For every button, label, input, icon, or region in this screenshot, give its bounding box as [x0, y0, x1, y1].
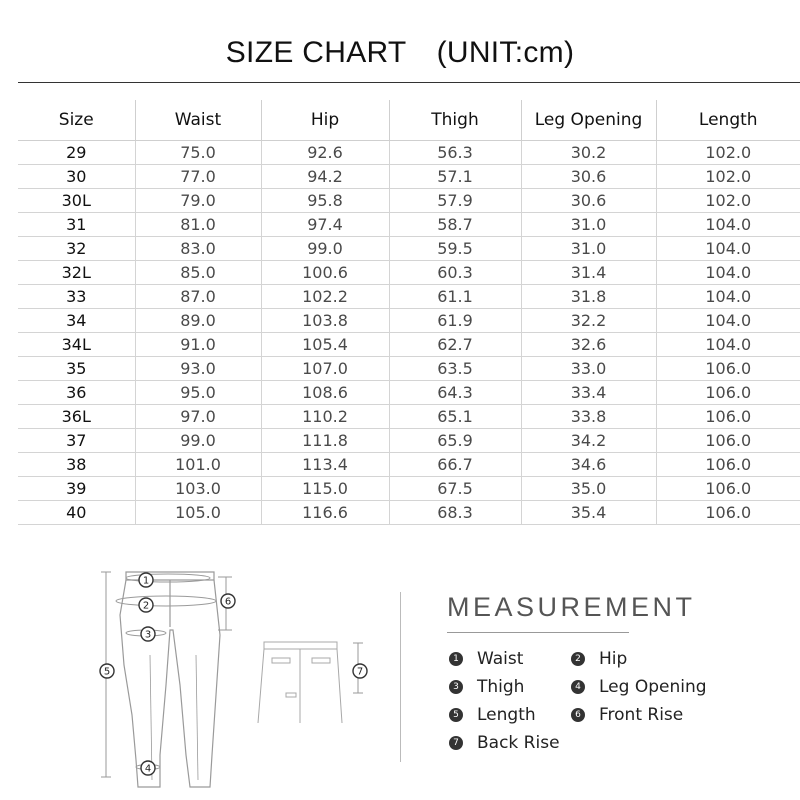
column-header: Length: [656, 100, 800, 141]
measurement-cell: 97.0: [135, 405, 261, 429]
marker-number: 2: [142, 600, 150, 612]
measurement-cell: 99.0: [261, 237, 389, 261]
measurement-cell: 92.6: [261, 141, 389, 165]
measurement-cell: 31.0: [521, 237, 656, 261]
diagram-markers: [100, 573, 367, 775]
size-cell: 31: [18, 213, 135, 237]
column-header: Leg Opening: [521, 100, 656, 141]
measurement-cell: 95.8: [261, 189, 389, 213]
legend-item: [449, 677, 524, 697]
measurement-cell: 103.8: [261, 309, 389, 333]
measurement-cell: 31.4: [521, 261, 656, 285]
back-pants-illustration: [258, 642, 363, 723]
section-divider: [400, 592, 401, 762]
front-crease-right: [196, 655, 198, 780]
measurement-cell: 108.6: [261, 381, 389, 405]
measurement-cell: 85.0: [135, 261, 261, 285]
marker-number: 7: [356, 666, 364, 678]
size-cell: 30L: [18, 189, 135, 213]
measurement-cell: 106.0: [656, 501, 800, 525]
title-unit: (UNIT:cm): [436, 36, 575, 69]
page-title: [0, 36, 800, 70]
measurement-cell: 115.0: [261, 477, 389, 501]
table-body: [18, 141, 800, 525]
table-row: [18, 429, 800, 453]
measurement-cell: 101.0: [135, 453, 261, 477]
measurement-cell: 34.2: [521, 429, 656, 453]
measurement-cell: 106.0: [656, 405, 800, 429]
measurement-cell: 32.2: [521, 309, 656, 333]
measurement-cell: 106.0: [656, 453, 800, 477]
diagram-marker: [141, 761, 155, 775]
measurement-cell: 111.8: [261, 429, 389, 453]
measurement-cell: 99.0: [135, 429, 261, 453]
measurement-cell: 61.9: [389, 309, 521, 333]
title-divider: [18, 82, 800, 83]
diagram-marker: [100, 664, 114, 678]
measurement-title: MEASUREMENT: [447, 592, 696, 622]
size-cell: 29: [18, 141, 135, 165]
legend-number-badge: 6: [571, 708, 585, 722]
measurement-cell: 104.0: [656, 309, 800, 333]
measurement-cell: 61.1: [389, 285, 521, 309]
legend-label: Hip: [599, 649, 628, 669]
marker-number: 6: [224, 596, 232, 608]
measurement-cell: 104.0: [656, 261, 800, 285]
table-row: [18, 309, 800, 333]
measurement-cell: 113.4: [261, 453, 389, 477]
measurement-cell: 65.9: [389, 429, 521, 453]
legend-item: [449, 649, 523, 669]
marker-number: 4: [144, 763, 152, 775]
measurement-cell: 68.3: [389, 501, 521, 525]
legend-number-badge: 1: [449, 652, 463, 666]
size-cell: 40: [18, 501, 135, 525]
measurement-cell: 63.5: [389, 357, 521, 381]
table-row: [18, 285, 800, 309]
measurement-cell: 33.8: [521, 405, 656, 429]
size-table: [18, 100, 800, 525]
table-row: [18, 453, 800, 477]
table-row: [18, 213, 800, 237]
measurement-cell: 106.0: [656, 429, 800, 453]
legend-label: Back Rise: [477, 733, 560, 753]
measurement-cell: 103.0: [135, 477, 261, 501]
measurement-cell: 59.5: [389, 237, 521, 261]
hip-loop: [116, 596, 216, 606]
size-cell: 38: [18, 453, 135, 477]
measurement-cell: 64.3: [389, 381, 521, 405]
legend-number-badge: 4: [571, 680, 585, 694]
measurement-cell: 106.0: [656, 477, 800, 501]
legend-item: [449, 705, 536, 725]
measurement-cell: 57.1: [389, 165, 521, 189]
measurement-cell: 79.0: [135, 189, 261, 213]
measurement-cell: 30.6: [521, 165, 656, 189]
table-row: [18, 357, 800, 381]
measurement-cell: 89.0: [135, 309, 261, 333]
legend-label: Length: [477, 705, 536, 725]
diagram-marker: [139, 573, 153, 587]
legend-item: [571, 649, 627, 669]
table-row: [18, 405, 800, 429]
legend-label: Front Rise: [599, 705, 684, 725]
measurement-cell: 107.0: [261, 357, 389, 381]
measurement-cell: 106.0: [656, 381, 800, 405]
measurement-cell: 35.0: [521, 477, 656, 501]
measurement-cell: 91.0: [135, 333, 261, 357]
table-row: [18, 237, 800, 261]
pants-diagram: [0, 555, 400, 800]
size-cell: 36: [18, 381, 135, 405]
measurement-cell: 30.6: [521, 189, 656, 213]
column-header: Size: [18, 100, 135, 141]
legend-number-badge: 2: [571, 652, 585, 666]
title-text: SIZE CHART: [225, 36, 407, 69]
column-header: Hip: [261, 100, 389, 141]
measurement-cell: 93.0: [135, 357, 261, 381]
measurement-cell: 31.0: [521, 213, 656, 237]
legend-item: [571, 705, 683, 725]
legend-label: Waist: [477, 649, 524, 669]
table-row: [18, 333, 800, 357]
measurement-cell: 56.3: [389, 141, 521, 165]
measurement-cell: 62.7: [389, 333, 521, 357]
measurement-cell: 104.0: [656, 333, 800, 357]
measurement-cell: 33.4: [521, 381, 656, 405]
measurement-cell: 81.0: [135, 213, 261, 237]
size-cell: 34L: [18, 333, 135, 357]
diagram-marker: [141, 627, 155, 641]
measurement-cell: 35.4: [521, 501, 656, 525]
measurement-cell: 75.0: [135, 141, 261, 165]
measurement-cell: 102.0: [656, 165, 800, 189]
marker-number: 5: [103, 666, 111, 678]
diagram-marker: [139, 598, 153, 612]
size-cell: 33: [18, 285, 135, 309]
measurement-cell: 66.7: [389, 453, 521, 477]
measurement-cell: 30.2: [521, 141, 656, 165]
measurement-cell: 102.0: [656, 189, 800, 213]
size-cell: 30: [18, 165, 135, 189]
table-header-row: [18, 100, 800, 141]
diagram-marker: [353, 664, 367, 678]
measurement-cell: 94.2: [261, 165, 389, 189]
legend-label: Thigh: [477, 677, 525, 697]
measurement-cell: 116.6: [261, 501, 389, 525]
measurement-cell: 104.0: [656, 213, 800, 237]
measurement-cell: 102.0: [656, 141, 800, 165]
legend-number-badge: 3: [449, 680, 463, 694]
legend-label: Leg Opening: [599, 677, 707, 697]
diagram-marker: [221, 594, 235, 608]
measurement-cell: 77.0: [135, 165, 261, 189]
measurement-cell: 65.1: [389, 405, 521, 429]
measurement-cell: 34.6: [521, 453, 656, 477]
table-row: [18, 141, 800, 165]
back-pockets: [272, 658, 330, 663]
legend-number-badge: 7: [449, 736, 463, 750]
back-tag: [286, 693, 296, 697]
measurement-cell: 83.0: [135, 237, 261, 261]
measurement-cell: 100.6: [261, 261, 389, 285]
table-row: [18, 261, 800, 285]
size-cell: 36L: [18, 405, 135, 429]
measurement-cell: 102.2: [261, 285, 389, 309]
measurement-cell: 32.6: [521, 333, 656, 357]
legend-item: [571, 677, 707, 697]
measurement-cell: 110.2: [261, 405, 389, 429]
measurement-cell: 104.0: [656, 285, 800, 309]
table-row: [18, 381, 800, 405]
back-waistband: [264, 642, 337, 649]
size-cell: 39: [18, 477, 135, 501]
size-cell: 32: [18, 237, 135, 261]
table-row: [18, 165, 800, 189]
marker-number: 1: [142, 575, 150, 587]
measurement-cell: 33.0: [521, 357, 656, 381]
column-header: Thigh: [389, 100, 521, 141]
measurement-cell: 57.9: [389, 189, 521, 213]
measurement-cell: 60.3: [389, 261, 521, 285]
measurement-title-rule: [447, 632, 629, 633]
measurement-cell: 97.4: [261, 213, 389, 237]
measurement-cell: 105.4: [261, 333, 389, 357]
legend-number-badge: 5: [449, 708, 463, 722]
size-cell: 35: [18, 357, 135, 381]
measurement-cell: 95.0: [135, 381, 261, 405]
measurement-cell: 87.0: [135, 285, 261, 309]
measurement-cell: 104.0: [656, 237, 800, 261]
table-row: [18, 501, 800, 525]
table-row: [18, 189, 800, 213]
size-cell: 34: [18, 309, 135, 333]
measurement-cell: 106.0: [656, 357, 800, 381]
size-cell: 37: [18, 429, 135, 453]
measurement-cell: 67.5: [389, 477, 521, 501]
legend-item: [449, 733, 560, 753]
marker-number: 3: [144, 629, 152, 641]
measurement-cell: 58.7: [389, 213, 521, 237]
size-cell: 32L: [18, 261, 135, 285]
table-row: [18, 477, 800, 501]
measurement-cell: 105.0: [135, 501, 261, 525]
column-header: Waist: [135, 100, 261, 141]
measurement-cell: 31.8: [521, 285, 656, 309]
